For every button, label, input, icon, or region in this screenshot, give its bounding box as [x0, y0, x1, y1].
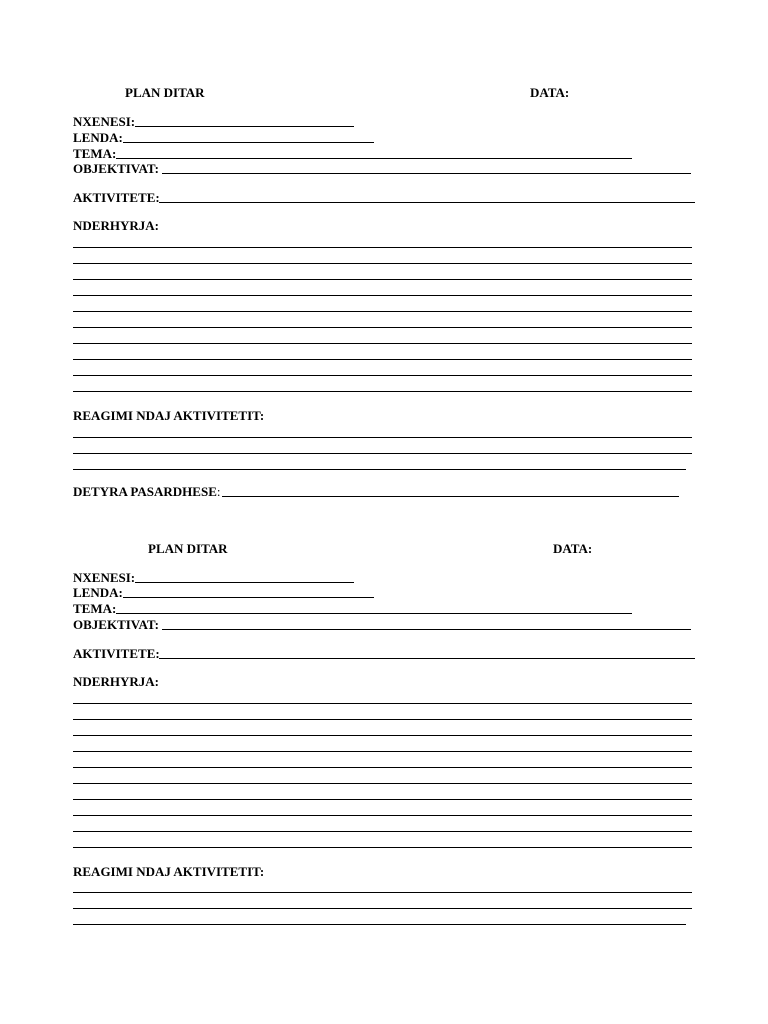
plan1-nderhyrja-label: NDERHYRJA: — [73, 218, 159, 233]
plan2-nxenesi-field[interactable] — [135, 582, 354, 583]
plan2-lenda-label: LENDA: — [73, 585, 123, 600]
plan2-nderhyrja-line[interactable] — [73, 847, 692, 848]
plan1-objektivat-label: OBJEKTIVAT: — [73, 161, 159, 176]
plan1-lenda-label: LENDA: — [73, 130, 123, 145]
plan2-objektivat-field[interactable] — [162, 629, 691, 630]
plan1-aktivitete-field[interactable] — [159, 202, 695, 203]
plan1-lenda-field[interactable] — [123, 142, 374, 143]
plan2-nderhyrja-line[interactable] — [73, 783, 692, 784]
plan1-detyra-colon: : — [216, 484, 221, 499]
plan1-nxenesi-field[interactable] — [135, 126, 354, 127]
plan2-reagimi-label: REAGIMI NDAJ AKTIVITETIT: — [73, 864, 265, 879]
plan1-detyra-label — [73, 484, 221, 500]
plan2-nderhyrja-line[interactable] — [73, 719, 692, 720]
plan1-nderhyrja-line[interactable] — [73, 343, 692, 344]
plan1-nderhyrja-line[interactable] — [73, 327, 692, 328]
plan2-reagimi-line[interactable] — [73, 892, 692, 893]
plan1-reagimi-line[interactable] — [73, 437, 692, 438]
plan1-title: PLAN DITAR — [125, 85, 205, 100]
plan2-tema-label: TEMA: — [73, 601, 117, 616]
plan2-nderhyrja-line[interactable] — [73, 751, 692, 752]
plan1-reagimi-line[interactable] — [73, 469, 686, 470]
plan2-nxenesi-label: NXENESI: — [73, 570, 136, 585]
plan2-nderhyrja-line[interactable] — [73, 831, 692, 832]
plan1-nderhyrja-line[interactable] — [73, 295, 692, 296]
plan2-date-label: DATA: — [553, 541, 593, 556]
plan2-tema-field[interactable] — [116, 613, 632, 614]
plan2-nderhyrja-line[interactable] — [73, 799, 692, 800]
plan2-nderhyrja-line[interactable] — [73, 815, 692, 816]
plan2-aktivitete-label: AKTIVITETE: — [73, 646, 160, 661]
plan2-aktivitete-field[interactable] — [159, 658, 695, 659]
plan2-objektivat-label: OBJEKTIVAT: — [73, 617, 159, 632]
plan1-nderhyrja-line[interactable] — [73, 359, 692, 360]
plan1-tema-field[interactable] — [116, 158, 632, 159]
plan1-nderhyrja-line[interactable] — [73, 247, 692, 248]
plan2-reagimi-line[interactable] — [73, 908, 692, 909]
plan1-reagimi-label: REAGIMI NDAJ AKTIVITETIT: — [73, 408, 265, 423]
plan1-nderhyrja-line[interactable] — [73, 279, 692, 280]
plan1-nderhyrja-line[interactable] — [73, 311, 692, 312]
plan1-nxenesi-label: NXENESI: — [73, 114, 136, 129]
plan2-lenda-field[interactable] — [123, 597, 374, 598]
plan2-nderhyrja-line[interactable] — [73, 735, 692, 736]
plan1-tema-label: TEMA: — [73, 146, 117, 161]
plan1-nderhyrja-line[interactable] — [73, 375, 692, 376]
plan1-nderhyrja-line[interactable] — [73, 391, 692, 392]
plan1-aktivitete-label: AKTIVITETE: — [73, 190, 160, 205]
plan2-nderhyrja-line[interactable] — [73, 703, 692, 704]
plan1-detyra-text: DETYRA PASARDHESE — [73, 484, 217, 499]
plan1-date-label: DATA: — [530, 85, 570, 100]
plan1-objektivat-field[interactable] — [162, 173, 691, 174]
plan2-nderhyrja-line[interactable] — [73, 767, 692, 768]
plan2-reagimi-line[interactable] — [73, 924, 686, 925]
plan1-reagimi-line[interactable] — [73, 453, 692, 454]
plan1-nderhyrja-line[interactable] — [73, 263, 692, 264]
plan2-title: PLAN DITAR — [148, 541, 228, 556]
plan1-detyra-field[interactable] — [222, 496, 679, 497]
plan2-nderhyrja-label: NDERHYRJA: — [73, 674, 159, 689]
